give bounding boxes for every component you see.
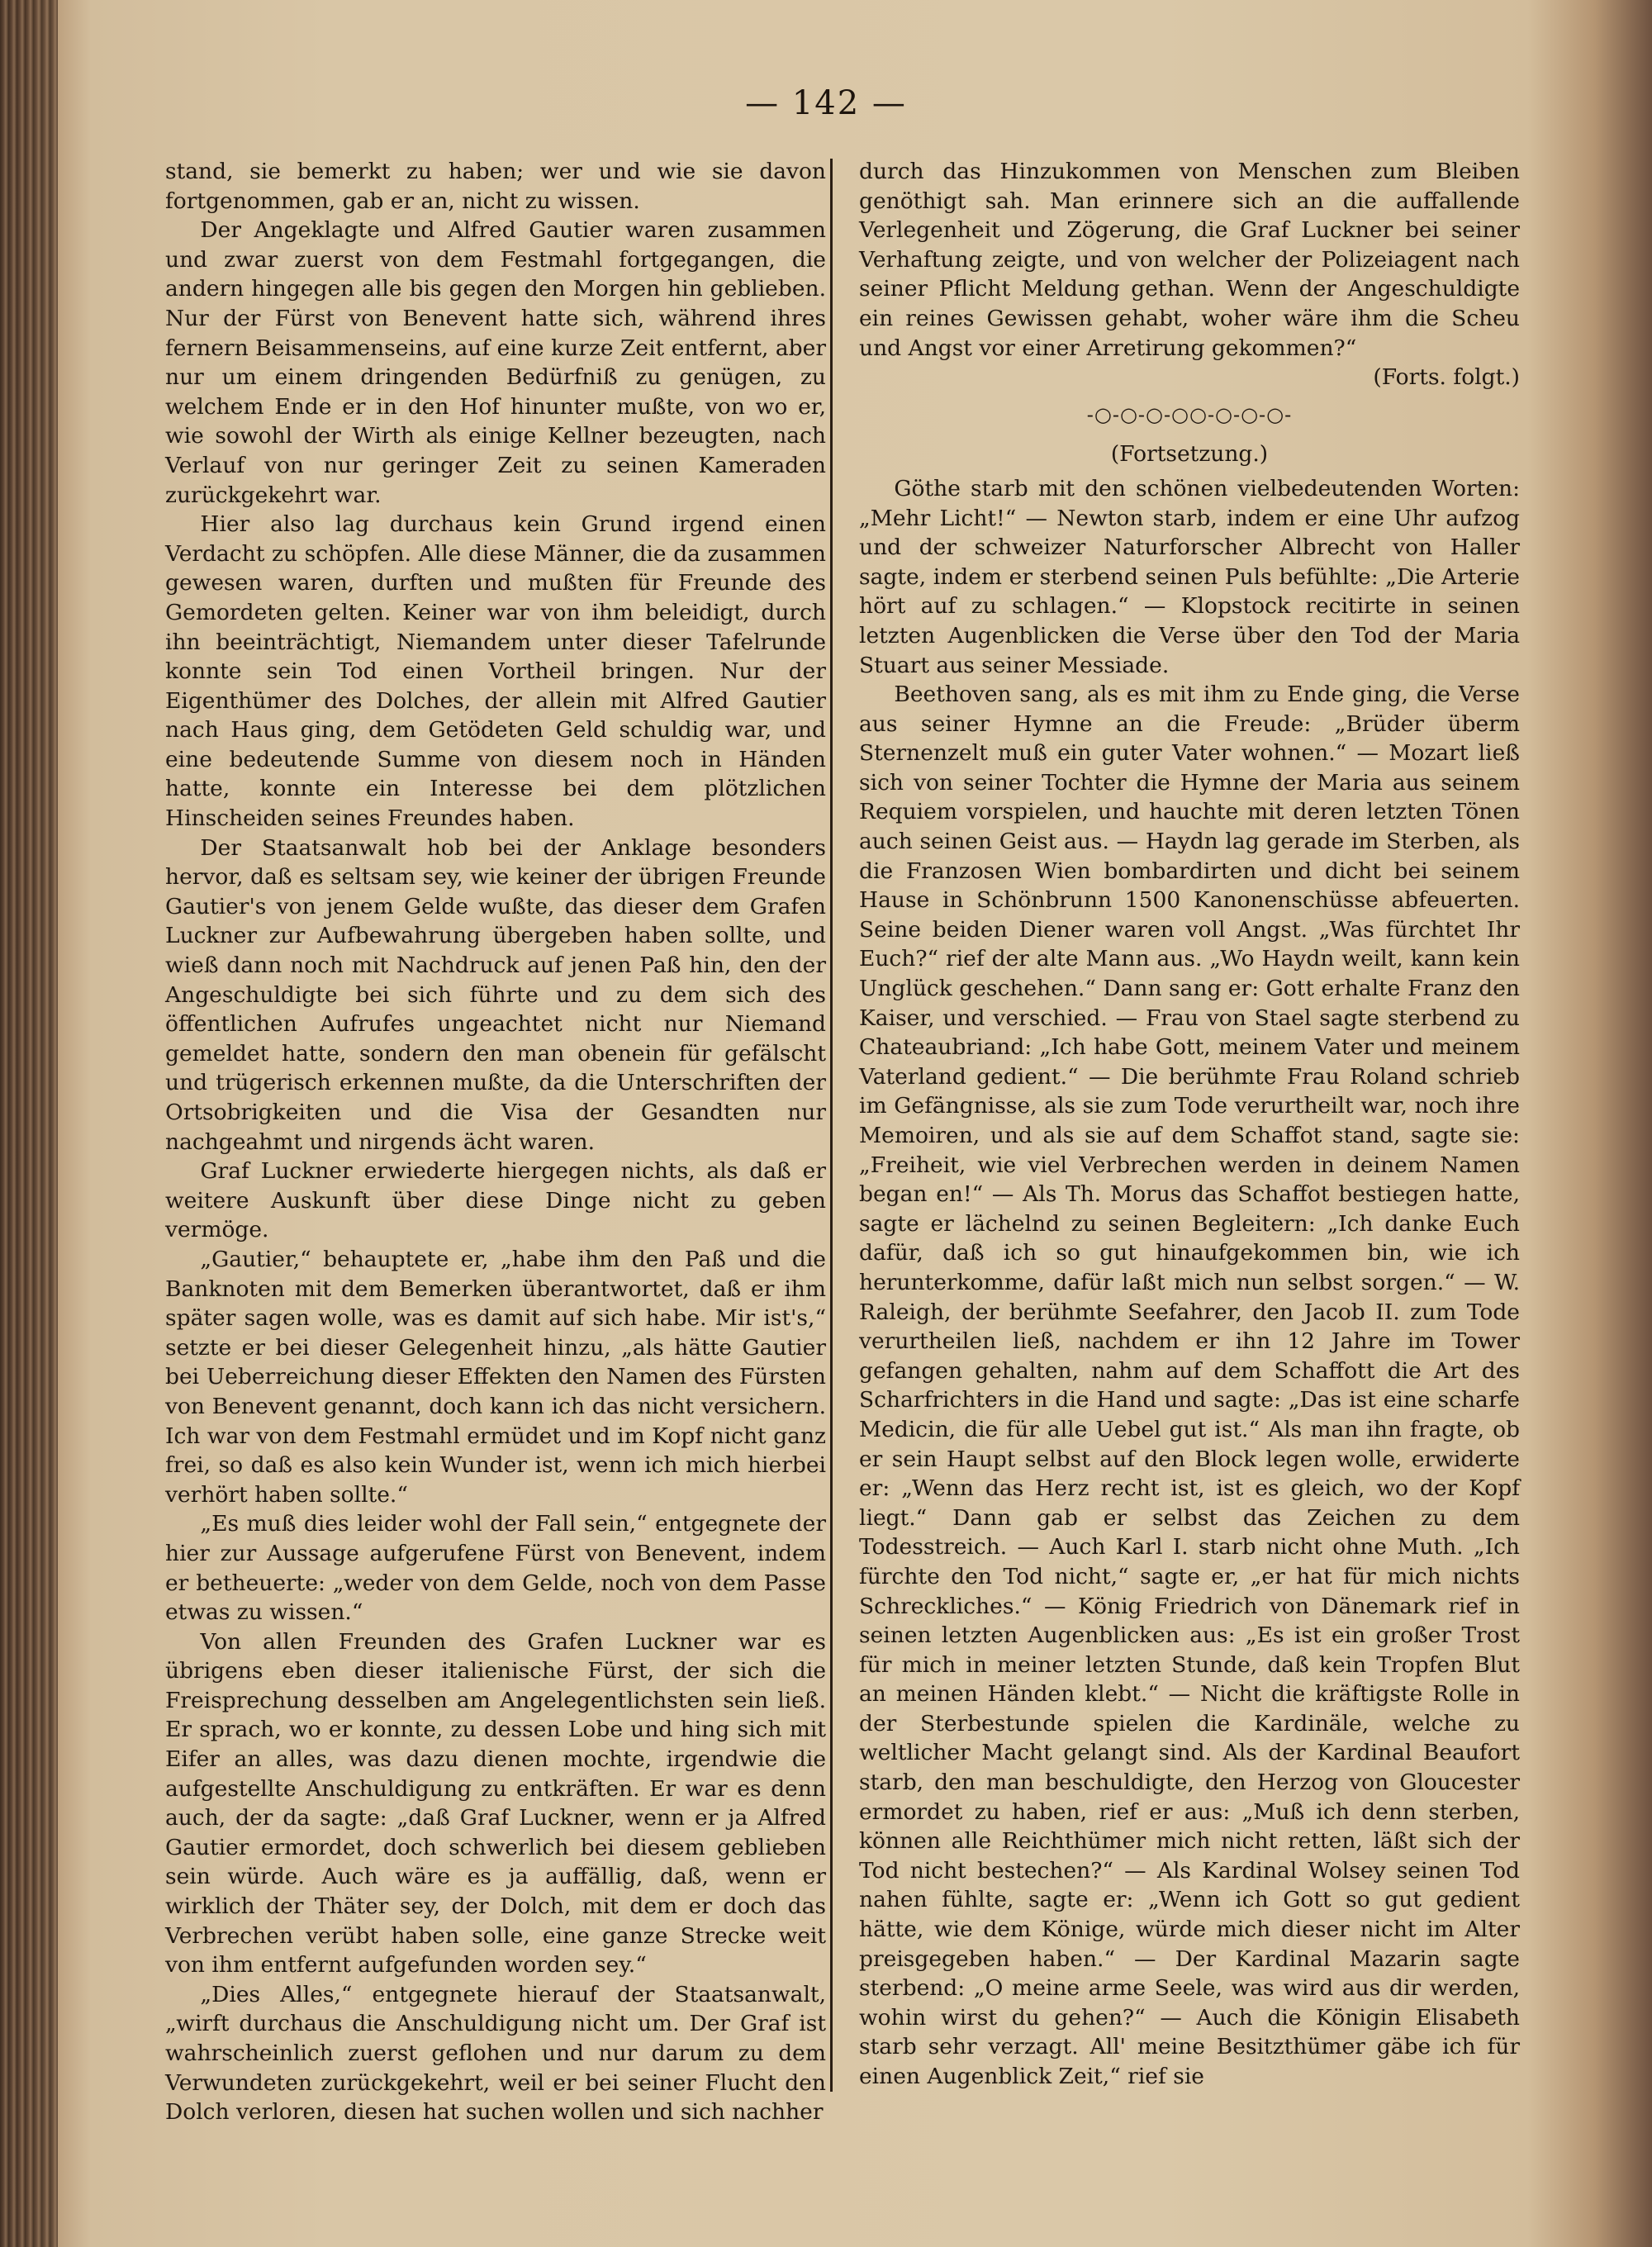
paragraph: Beethoven sang, als es mit ihm zu Ende ging, die Verse aus seiner Hymne an die Freude: „Brüder überm Sternenzelt muß ein guter Vater wohnen.“ — Mozart ließ sich von seiner Tochter die Hymne der Maria aus seinem Requiem vorspielen, und hauchte mit deren letzten Tönen auch seinen Geist aus. — Haydn lag gerade im Sterben, als die Franzosen Wien bombardirten und dicht bei seinem Hause in Schönbrunn 1500 Kanonenschüsse abfeuerten. Seine beiden Diener waren voll Angst. „Was fürchtet Ihr Euch?“ rief der alte Mann aus. „Wo Haydn weilt, kann kein Unglück geschehen.“ Dann sang er: Gott erhalte Franz den Kaiser, und verschied. — Frau von Stael sagte sterbend zu Chateaubriand: „Ich habe Gott, meinem Vater und meinem Vaterland gedient.“ — Die berühmte Frau Roland schrieb im Gefängnisse, als sie zum Tode verurtheilt war, noch ihre Memoiren, und als sie auf dem Schaffot stand, sagte sie: „Freiheit, wie viel Verbrechen werden in deinem Namen began en!“ — Als Th. Morus das Schaffot bestiegen hatte, sagte er lächelnd zu seinen Begleitern: „Ich danke Euch dafür, daß ich so gut hinaufgekommen bin, wie ich herunterkomme, dafür laßt mich nun selbst sorgen.“ — W. Raleigh, der berühmte Seefahrer, den Jacob II. zum Tode verurtheilen ließ, nachdem er ihn 12 Jahre im Tower gefangen gehalten, nahm auf dem Schaffott die Art des Scharfrichters in die Hand und sagte: „Das ist eine scharfe Medicin, die für alle Uebel gut ist.“ Als man ihn fragte, ob er sein Haupt selbst auf den Block legen wolle, erwiderte er: „Wenn das Herz recht ist, ist es gleich, wo der Kopf liegt.“ Dann gab er selbst das Zeichen zu dem Todesstreich. — Auch Karl I. starb nicht ohne Muth. „Ich fürchte den Tod nicht,“ sagte er, „er hat für mich nichts Schreckliches.“ — König Friedrich von Dänemark rief in seinen letzten Augenblicken aus: „Es ist ein großer Trost für mich in meiner letzten Stunde, daß kein Tropfen Blut an meinen Händen klebt.“ — Nicht die kräftigste Rolle in der Sterbestunde spielen die Kardinäle, welche zu weltlicher Macht gelangt sind. Als der Kardinal Beaufort starb, den man beschuldigte, den Herzog von Gloucester ermordet zu haben, rief er aus: „Muß ich denn sterben, können alle Reichthümer mich nicht retten, läßt sich der Tod nicht bestechen?“ — Als Kardinal Wolsey seinen Tod nahen fühlte, sagte er: „Wenn ich Gott so gut gedient hätte, wie dem Könige, würde mich dieser nicht im Alter preisgegeben haben.“ — Der Kardinal Mazarin sagte sterbend: „O meine arme Seele, was wird aus dir werden, wohin wirst du gehen?“ — Auch die Königin Elisabeth starb sehr verzagt. All' meine Besitzthümer gäbe ich für einen Augenblick Zeit,“ rief sie [859, 682, 1520, 2089]
right-column [859, 157, 1520, 2092]
paragraph: Der Staatsanwalt hob bei der Anklage besonders hervor, daß es seltsam sey, wie keiner der übrigen Freunde Gautier's von jenem Gelde wußte, das dieser dem Grafen Luckner zur Aufbewahrung übergeben haben sollte, und wieß dann noch mit Nachdruck auf jenen Paß hin, den der Angeschuldigte bei sich führte und zu dem sich des öffentlichen Aufrufes ungeachtet nicht nur Niemand gemeldet hatte, sondern den man obenein für gefälscht und trügerisch erkennen mußte, da die Unterschriften der Ortsobrigkeiten und die Visa der Gesandten nur nachgeahmt und nirgends ächt waren. [165, 834, 826, 1155]
book-spine [0, 0, 58, 2247]
paragraph: „Gautier,“ behauptete er, „habe ihm den Paß und die Banknoten mit dem Bemerken überantwortet, daß er ihm später sagen wolle, was es damit auf sich habe. Mir ist's,“ setzte er bei dieser Gelegenheit hinzu, „als hätte Gautier bei Ueberreichung dieser Effekten den Namen des Fürsten von Benevent genannt, doch kann ich das nicht versichern. Ich war von dem Festmahl ermüdet und im Kopf nicht ganz frei, so daß es also kein Wunder ist, wenn ich mich hierbei verhört haben sollte.“ [165, 1246, 826, 1508]
paragraph: Von allen Freunden des Grafen Luckner war es übrigens eben dieser italienische Fürst, der sich die Freisprechung desselben am Angelegentlichsten sein ließ. Er sprach, wo er konnte, zu dessen Lobe und hing sich mit Eifer an alles, was dazu dienen mochte, irgendwie die aufgestellte Anschuldigung zu entkräften. Er war es denn auch, der da sagte: „daß Graf Luckner, wenn er ja Alfred Gautier ermordet, doch schwerlich bei diesem geblieben sein würde. Auch wäre es ja auffällig, daß, wenn er wirklich der Thäter sey, der Dolch, mit dem er doch das Verbrechen verübt haben solle, eine ganze Strecke weit von ihm entfernt aufgefunden worden sey.“ [165, 1628, 826, 1979]
column-divider [830, 159, 833, 2092]
page-number: — 142 — [745, 84, 907, 122]
ornament-divider: -○-○-○-○○-○-○-○- [1086, 402, 1293, 426]
paragraph: „Dies Alles,“ entgegnete hierauf der Staatsanwalt, „wirft durchaus die Anschuldigung nicht um. Der Graf ist wahrscheinlich zuerst geflohen und nur darum zu dem Verwundeten zurückgekehrt, weil er bei seiner Flucht den Dolch verloren, diesen hat suchen wollen und sich nachher [165, 1981, 826, 2126]
paragraph: Der Angeklagte und Alfred Gautier waren zusammen und zwar zuerst von dem Festmahl fortgegangen, die andern hingegen alle bis gegen den Morgen hin geblieben. Nur der Fürst von Benevent hatte sich, während ihres fernern Beisammenseins, auf eine kurze Zeit entfernt, aber nur um einem dringenden Bedürfniß zu genügen, zu welchem Ende er in den Hof hinunter mußte, von wo er, wie sowohl der Wirth als einige Kellner bezeugten, nach Verlauf von nur geringer Zeit zu seinen Kameraden zurückgekehrt war. [165, 217, 826, 508]
continued-note: (Forts. folgt.) [1373, 364, 1520, 391]
paragraph: „Es muß dies leider wohl der Fall sein,“ entgegnete der hier zur Aussage aufgerufene Fürst von Benevent, indem er betheuerte: „weder von dem Gelde, noch von dem Passe etwas zu wissen.“ [165, 1511, 826, 1626]
left-column [165, 157, 826, 2127]
paragraph: Göthe starb mit den schönen vielbedeutenden Worten: „Mehr Licht!“ — Newton starb, indem er eine Uhr aufzog und der schweizer Naturforscher Albrecht von Haller sagte, indem er sterbend seinen Puls befühlte: „Die Arterie hört auf zu schlagen.“ — Klopstock recitirte in seinen letzten Augenblicken die Verse über den Tod der Maria Stuart aus seiner Messiade. [859, 475, 1520, 678]
paragraph: durch das Hinzukommen von Menschen zum Bleiben genöthigt sah. Man erinnere sich an die auffallende Verlegenheit und Zögerung, die Graf Luckner bei seiner Verhaftung zeigte, und von welcher der Polizeiagent nach seiner Pflicht Meldung gethan. Wenn der Angeschuldigte ein reines Gewissen gehabt, woher wäre ihm die Scheu und Angst vor einer Arretirung gekommen?“ [859, 159, 1520, 361]
paragraph: stand, sie bemerkt zu haben; wer und wie sie davon fortgenommen, gab er an, nicht zu wissen. [165, 159, 826, 214]
paragraph: Graf Luckner erwiederte hiergegen nichts, als daß er weitere Auskunft über diese Dinge nicht zu geben vermöge. [165, 1158, 826, 1243]
page-area [58, 33, 1594, 2214]
paragraph: Hier also lag durchaus kein Grund irgend einen Verdacht zu schöpfen. Alle diese Männer, die da zusammen gewesen waren, durften und mußten für Freunde des Gemordeten gelten. Keiner war von ihm beleidigt, durch ihn beeinträchtigt, Niemandem unter dieser Tafelrunde konnte sein Tod einen Vortheil bringen. Nur der Eigenthümer des Dolches, der allein mit Alfred Gautier nach Haus ging, dem Getödeten Geld schuldig war, und eine bedeutende Summe von diesem noch in Händen hatte, konnte ein Interesse bei dem plötzlichen Hinscheiden seines Freundes haben. [165, 511, 826, 832]
section-heading: (Fortsetzung.) [1110, 441, 1269, 468]
